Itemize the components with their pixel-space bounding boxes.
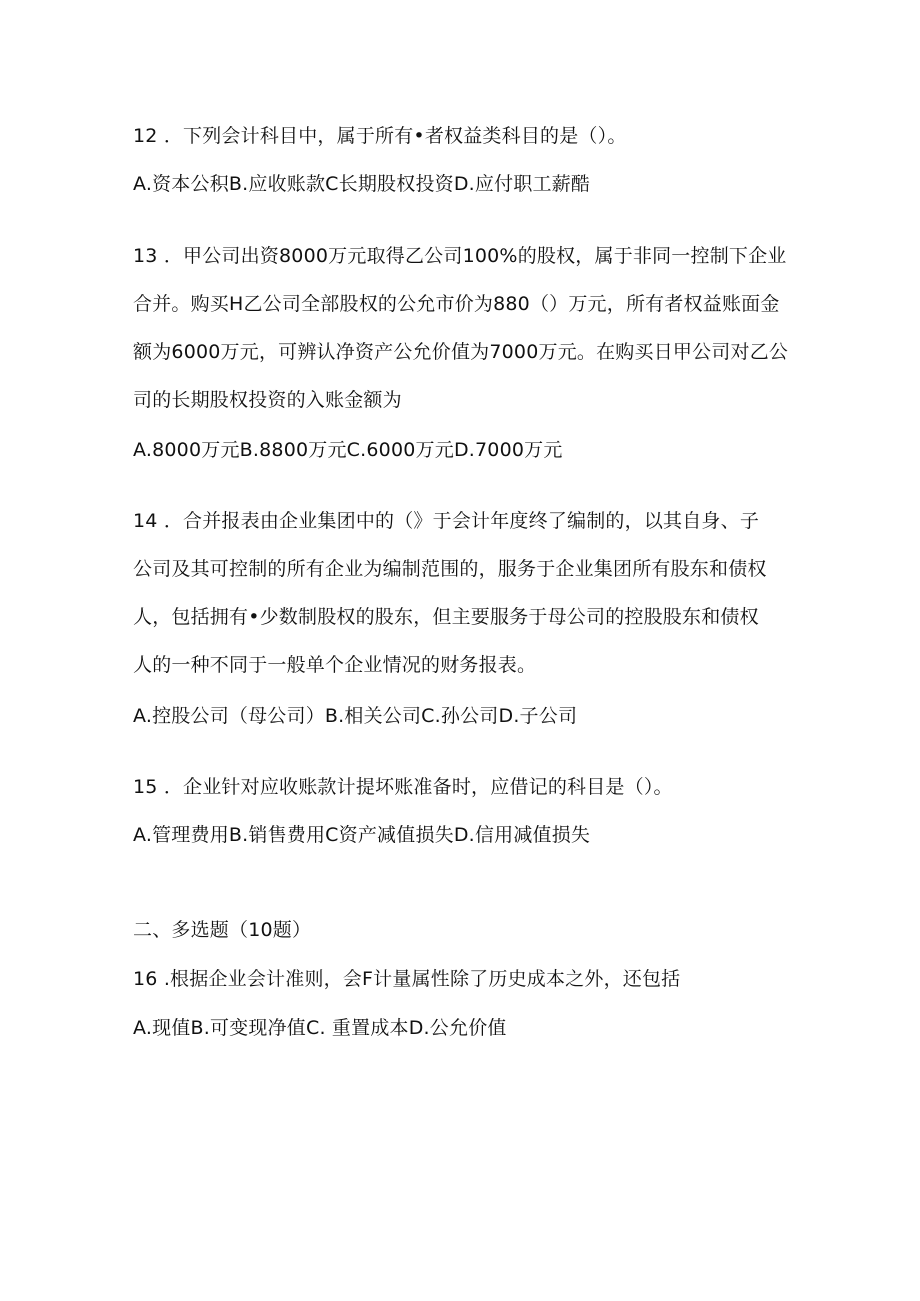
question-16-stem: 16 .根据企业会计准则，会F计量属性除了历史成本之外，还包括 (133, 968, 681, 990)
question-13-stem-line: 额为6000万元，可辨认净资产公允价值为7000万元。在购买日甲公司对乙公 (133, 341, 789, 363)
question-16-options: A.现值B.可变现净值C. 重置成本D.公允价值 (133, 1017, 507, 1039)
question-13-stem (133, 232, 793, 424)
question-13-stem-line: 合并。购买H乙公司全部股权的公允市价为880（）万元，所有者权益账面金 (133, 293, 780, 315)
question-14-stem-line: 人，包括拥有•少数制股权的股东，但主要服务于母公司的控股股东和债权 (133, 606, 759, 628)
section-heading-multiple-choice: 二、多选题（10题） (133, 919, 312, 941)
question-13-stem-line: 司的长期股权投资的入账金额为 (133, 389, 402, 411)
question-13-options: A.8000万元B.8800万元C.6000万元D.7000万元 (133, 439, 563, 461)
question-14-stem-line: 公司及其可控制的所有企业为编制范围的，服务于企业集团所有股东和债权 (133, 558, 767, 580)
question-14-options: A.控股公司（母公司）B.相关公司C.孙公司D.子公司 (133, 705, 578, 727)
question-12-stem: 12 ．下列会计科目中，属于所有•者权益类科目的是（）。 (133, 125, 627, 147)
question-12-options: A.资本公积B.应收账款C长期股权投资D.应付职工薪酷 (133, 173, 591, 195)
question-13-stem-line: 13 ．甲公司出资8000万元取得乙公司100%的股权，属于非同一控制下企业 (133, 245, 787, 267)
question-15-stem: 15 ．企业针对应收账款计提坏账准备时，应借记的科目是（）。 (133, 776, 673, 798)
question-14-stem-line: 人的一种不同于一般单个企业情况的财务报表。 (133, 654, 537, 676)
question-14-stem-line: 14 ．合并报表由企业集团中的（》于会计年度终了编制的，以其自身、子 (133, 510, 760, 532)
question-14-stem (133, 497, 793, 689)
question-15-options: A.管理费用B.销售费用C资产减值损失D.信用减值损失 (133, 824, 591, 846)
